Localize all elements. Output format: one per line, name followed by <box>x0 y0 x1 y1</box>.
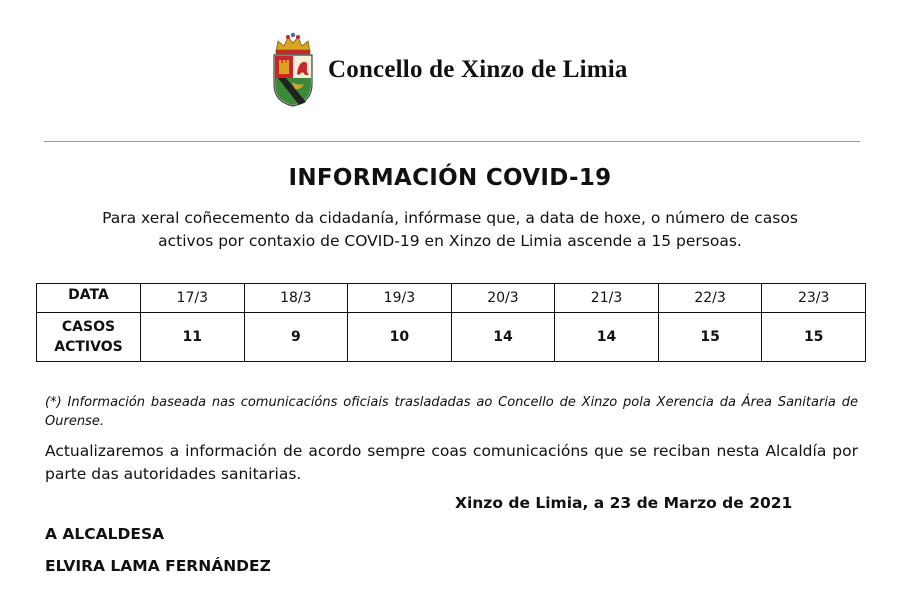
row-label-cases-line-1: CASOS <box>61 319 116 335</box>
coat-of-arms-icon <box>268 32 318 108</box>
document-title: INFORMACIÓN COVID-19 <box>288 165 612 191</box>
table-row-dates <box>37 284 866 313</box>
date-cell: 21/3 <box>555 284 659 313</box>
date-cell: 18/3 <box>244 284 348 313</box>
row-label-cases-line-2: ACTIVOS <box>54 339 123 355</box>
intro-line-2: activos por contaxio de COVID-19 en Xinzo de Limia ascende a 15 persoas. <box>158 232 742 250</box>
date-cell: 17/3 <box>141 284 245 313</box>
active-cases-table <box>36 283 866 362</box>
organization-name: Concello de Xinzo de Limia <box>328 56 628 83</box>
cases-cell: 10 <box>348 313 452 362</box>
date-cell: 23/3 <box>762 284 866 313</box>
source-footnote: (*) Información baseada nas comunicacións oficiais trasladadas ao Concello de Xinzo pola Xerencia da Área Sanitaria de Ourense. <box>45 395 858 429</box>
row-label-date: DATA <box>37 284 141 313</box>
cases-cell: 11 <box>141 313 245 362</box>
cases-cell: 9 <box>244 313 348 362</box>
intro-paragraph <box>50 207 850 253</box>
date-cell: 19/3 <box>348 284 452 313</box>
cases-cell: 14 <box>555 313 659 362</box>
letterhead <box>268 30 628 110</box>
signer-title: A ALCALDESA <box>45 525 165 543</box>
date-cell: 22/3 <box>658 284 762 313</box>
table-row-cases <box>37 313 866 362</box>
cases-cell: 15 <box>658 313 762 362</box>
cases-cell: 14 <box>451 313 555 362</box>
intro-line-1: Para xeral coñecemento da cidadanía, infórmase que, a data de hoxe, o número de casos <box>102 209 798 227</box>
place-and-date: Xinzo de Limia, a 23 de Marzo de 2021 <box>455 494 793 512</box>
row-label-active-cases <box>37 313 141 362</box>
update-notice: Actualizaremos a información de acordo sempre coas comunicacións que se reciban nesta Alcaldía por parte das autoridades sanitarias. <box>45 442 858 483</box>
signer-name: ELVIRA LAMA FERNÁNDEZ <box>45 557 271 575</box>
date-cell: 20/3 <box>451 284 555 313</box>
cases-cell: 15 <box>762 313 866 362</box>
header-divider <box>44 141 860 142</box>
